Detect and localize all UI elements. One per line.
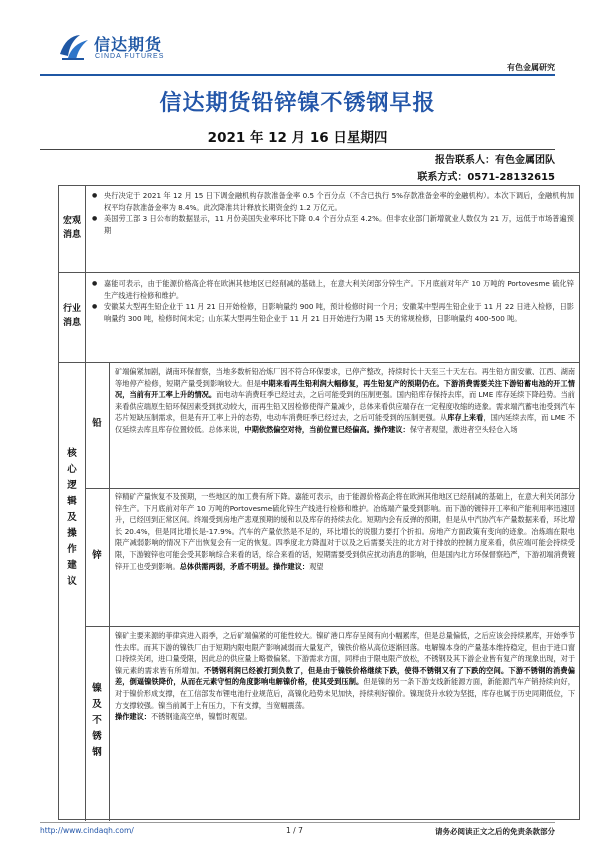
logo-text-en: CINDA FUTURES: [95, 53, 165, 60]
footer-divider: [40, 822, 555, 823]
report-table: [58, 185, 580, 820]
contact-phone: 联系方式：0571-28132615: [417, 172, 555, 183]
report-title: 信达期货铅锌镍不锈钢早报: [159, 90, 436, 116]
industry-news: [92, 278, 574, 324]
row-divider-macro: [59, 272, 579, 273]
page-header: [0, 0, 595, 80]
col-divider-1: [85, 186, 86, 821]
list-item: ● 安徽某大型再生铅企业于 11 月 21 日开始检修，日影响量约 900 吨，预计检修时间一个月；安徽某中型再生铅企业于 11 月 22 日进入检修，日影响量约 300 吨，检修时间未定；山东某大型再生铅企业于 11 月 21 日开始进行为期 15 天的常规检修，日影响量约 400-500 吨。: [92, 301, 574, 324]
row-divider-industry: [59, 362, 579, 363]
nickel-label: 镍 及 不 锈 钢: [92, 683, 102, 758]
lead-label: 铅: [92, 418, 102, 429]
contact-person: 报告联系人：有色金属团队: [435, 155, 555, 166]
website-link[interactable]: http://www.cindaqh.com/: [40, 826, 134, 835]
list-item: ● 嘉能可表示，由于能源价格高企将在欧洲其他地区已经削减的基础上，在意大利关闭部分锌生产。下月底前对年产 10 万吨的 Portovesme 硫化锌生产线进行检修和维护。: [92, 278, 574, 301]
report-type: 有色金属研究: [507, 63, 555, 72]
zinc-analysis: 锌精矿产量恢复不及预期，一些地区的加工费有所下降。嘉能可表示，由于能源价格高企将在欧洲其他地区已经削减的基础上，在意大利关闭部分锌生产。下月底前对年产 10 万吨的Portovesme硫化锌生产线进行检修和维护。冶炼端产量受到影响。而下游的镀锌开工率和产能利用率迅速回升，已经回到正常区间。终端受到房地产悲观预期的缓和以及库存的持续去化。短期内会有反弹的预期，但是从中汽协汽车产量数据来看，环比增长 20.4%，但是同比增长是-17.9%。汽车的产量依然是不足的，环比增长的说服力要打个折扣。房地产方面政策有变向的迹象。冶炼端在限电限产减弱影响的情况下产出恢复会有一定的恢复。四季度北方降温对于以及之后需要关注的北方对于排放的控制力度来看，供应端可能会持续受限，下游镀锌也可能会受其影响综合来看的话，综合来看的话，短期需要受到供应扰动消息的影响，但是国内北方环保督察趋严，下游初端消费镀锌开工也受到影响。总体供需两弱，矛盾不明显。操作建议：观望: [115, 492, 576, 571]
zinc-label: 锌: [92, 550, 102, 561]
industry-label: 行业 消息: [62, 304, 81, 328]
list-item: ● 美国劳工部 3 日公布的数据显示，11 月份美国失业率环比下降 0.4 个百分点至 4.2%。但非农业部门新增就业人数仅为 21 万，远低于市场普遍预期: [92, 213, 574, 236]
contact-block: [417, 152, 555, 186]
macro-news: [92, 190, 574, 236]
logo-text-cn: 信达期货: [94, 35, 163, 54]
core-logic-label: 核 心 逻 辑 及 操 作 建 议: [67, 448, 77, 587]
cinda-logo-icon: [58, 32, 90, 62]
disclaimer-text: 请务必阅读正文之后的免责条款部分: [435, 827, 555, 836]
row-divider-lead: [85, 488, 579, 489]
company-logo: [58, 30, 165, 66]
lead-analysis: 矿端偏紧加剧，湖南环保督察，当地多数析铅冶炼厂因不符合环保要求，已停产整改，持续时长十天至三十天左右。再生铅方面安徽、江西、湖南等地停产检修，短期产量受到影响较大。但是中期来看再生铅利润大幅修复，再生铅复产的预期仍在。下游消费需要关注下游铅蓄电池的开工情况，当前有开工率上升的情况。而电动车消费旺季已经过去，之后可能受到的压制更强。国内铅库存保持去库，而 LME 库存延续下降趋势。当前来看供应端原生铅环保因素受到扰动较大，而再生铅又因检修使得产量减少，总体来看供应端存在一定程度收缩的迹象。需求端汽蓄电池受到汽车芯片短缺压制需求，但是有开工率上升的态势，电动车消费旺季已经过去，之后可能受到的压制更强。从库存上来看，国内延续去库，而 LME 不仅延续去库且库存位置较低。总体来说，中期依然偏空对待，当前位置已经偏高。操作建议：保守者观望，激进者空头轻仓入场: [115, 367, 576, 434]
row-divider-zinc: [85, 626, 579, 627]
macro-label: 宏观 消息: [62, 216, 81, 240]
date-divider: [40, 149, 555, 150]
list-item: ● 央行决定于 2021 年 12 月 15 日下调金融机构存款准备金率 0.5 个百分点（不含已执行 5%存款准备金率的金融机构）。本次下调后，金融机构加权平均存款准备金率为 8.4%。此次降准共计释放长期资金约 1.2 万亿元。: [92, 190, 574, 213]
header-divider: [40, 74, 555, 76]
col-divider-metal: [109, 362, 110, 821]
page-number: 1 / 7: [286, 826, 303, 835]
report-date: 2021 年 12 月 16 日星期四: [207, 130, 388, 146]
nickel-analysis: 镍矿主要来源的菲律宾进入雨季，之后矿端偏紧的可能性较大。镍矿港口库存呈阅有向小幅累库，但是总量偏低，之后应该会持续累库，开始季节性去库。而其下游的镍铁厂由于短期内限电限产影响减弱而大量复产，镍铁价格从高位逐渐回落。电解镍本身的产量基本维持稳定，但由于进口窗口持续关闭，进口量受限，因此总的供应量上略微偏紧。下游需求方面，同样由于限电限产放松，不锈钢及其下游企业皆有复产的现象出现，对于镍元素的需求皆有所增加。不锈钢利润已经被打到负数了，但是由于镍铁价格继续下跌，使得不锈钢又有了下跌的空间。下游不锈钢的消费偏差，倒逼镍铁降价，从而在元素守恒的角度影响电解镍价格，使其受到压制。但是镍的另一条下游支线新能源方面，新能源汽车产销持续向好，对于镍价形成支撑，在工信部发布锂电池行业规范后，高镍化趋势未见加快，持续利好镍价。镍现货升水较为坚挺，库存也属于历史同期低位，下方支撑较强。镍当前属于上有压力，下有支撑，当宽幅震荡。 操作建议：不锈钢逢高空单，镍暂时观望。: [115, 631, 576, 722]
